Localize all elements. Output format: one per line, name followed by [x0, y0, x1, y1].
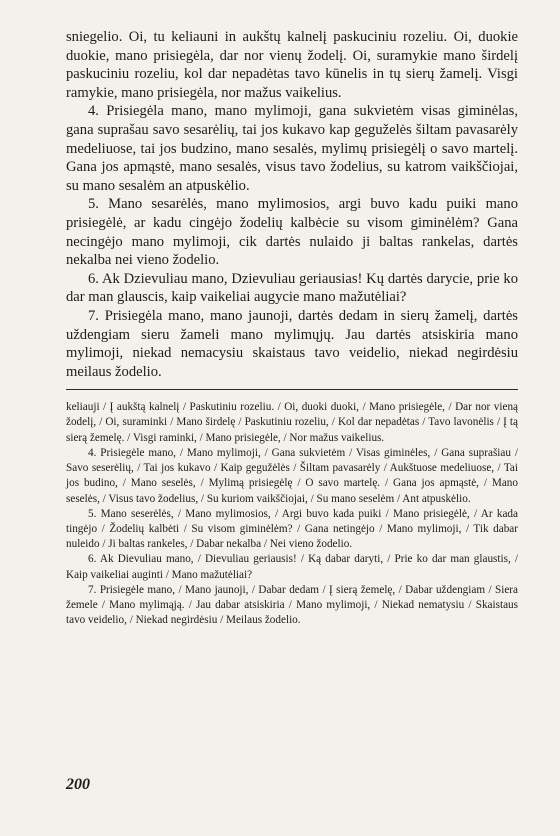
page-number: 200	[66, 776, 90, 793]
note-paragraph-1: keliauji / Į aukštą kalnelį / Paskutiniu rozeliu. / Oi, duoki duoki, / Mano prisiegėle, / Dar nor vieną žodelį, / Oi, suraminki / Mano širdelę / Paskutiniu rozeliu, / Kol dar nepadėtas / Tavo lavonėlis / Į tą sierą žemelę. / Visgi raminki, / Mano prisiegėle, / Nor mažus vaikelius.	[66, 401, 518, 444]
page-body	[66, 28, 518, 628]
main-paragraph-1: sniegelio. Oi, tu keliauni in aukštų kalnelį paskuciniu rozeliu. Oi, duokie duokie, mano prisiegėla, dar nor vienų žodelį. Oi, suramykie mano širdelį paskuciniu rozeliu, kol dar nepadėtas tavo kūnelis in tų sierų žamelį. Visgi ramykie, mano prisiegėla, nor mažus vaikelius.	[66, 29, 518, 101]
main-paragraph-4: 6. Ak Dzievuliau mano, Dzievuliau geriausias! Kų dartės darycie, prie ko dar man glauscis, kaip vaikeliai augycie mano mažutėliai?	[66, 270, 518, 306]
main-paragraph-5: 7. Prisiegėla mano, mano jaunoji, dartės dedam in sierų žamelį, dartės uždengiam sieru žameli mano mylimųjų. Jau dartės atsiskiria mano mylimoji, niekad nemacysiu skaistaus tavo veidelio, niekad negirdėsiu meilaus žodelio.	[66, 307, 518, 380]
notes-divider	[66, 389, 518, 390]
note-paragraph-2: 4. Prisiegėle mano, / Mano mylimoji, / Gana sukvietėm / Visas giminėles, / Gana suprašiau / Savo seserėlių, / Tai jos kukavo / Kaip gegužėlės / Šiltam pavasarėly / Aukštuose medeliuose, / Tai jos budino, / Mano seselės, / Mylimą prisiegėlę / O savo martelę. / Gana jos apmąstė, / Mano seselės, / Visus tavo žodelius, / Su kuriom vaikščiojai, / Su mano seselėm / Ant atpuskėlio.	[66, 446, 518, 505]
note-paragraph-4: 6. Ak Dievuliau mano, / Dievuliau geriausis! / Ką dabar daryti, / Prie ko dar man glaustis, / Kaip vaikeliai auginti / Mano mažutėliai?	[66, 553, 518, 581]
main-paragraph-2: 4. Prisiegėla mano, mano mylimoji, gana sukvietėm visas giminėlas, gana suprašau savo sesarėlių, tai jos kukavo kap geguželės šiltam pavasarėly medeliuose, tai jos budzino, mano sesalės, mylimų prisiegėlį o savo martelį. Gana jos apmąstė, mano sesalės, visus tavo žodelius, su katrom vaikščiojai, su mano sesalėm an atpuskėlio.	[66, 103, 518, 194]
footnotes	[66, 400, 518, 628]
note-paragraph-3: 5. Mano seserėlės, / Mano mylimosios, / Argi buvo kada puiki / Mano prisiegėlė, / Ar kada tingėjo / Žodelių kalbėti / Su visom giminėlėm? / Gana netingėjo / Mano mylimoji, / Tik dabar nuleido / Ji baltas rankeles, / Dabar nekalba / Nei vieno žodelio.	[66, 507, 518, 551]
main-paragraph-3: 5. Mano sesarėlės, mano mylimosios, argi buvo kadu puiki mano prisiegėlė, ar kadu cingėjo žodelių kalbėcie su visom giminėlėm? Gana necingėjo mano mylimoji, cik dartės nulaido ji baltas rankelas, dartės nekalba nei vieno žodelio.	[66, 196, 518, 269]
note-paragraph-5: 7. Prisiegėle mano, / Mano jaunoji, / Dabar dedam / Į sierą žemelę, / Dabar uždengiam / Siera žemele / Mano mylimąją. / Jau dabar atsiskiria / Mano mylimoji, / Niekad nematysiu / Skaistaus tavo veidelio, / Niekad negirdėsiu / Meilaus žodelio.	[66, 583, 518, 627]
main-text	[66, 28, 518, 381]
